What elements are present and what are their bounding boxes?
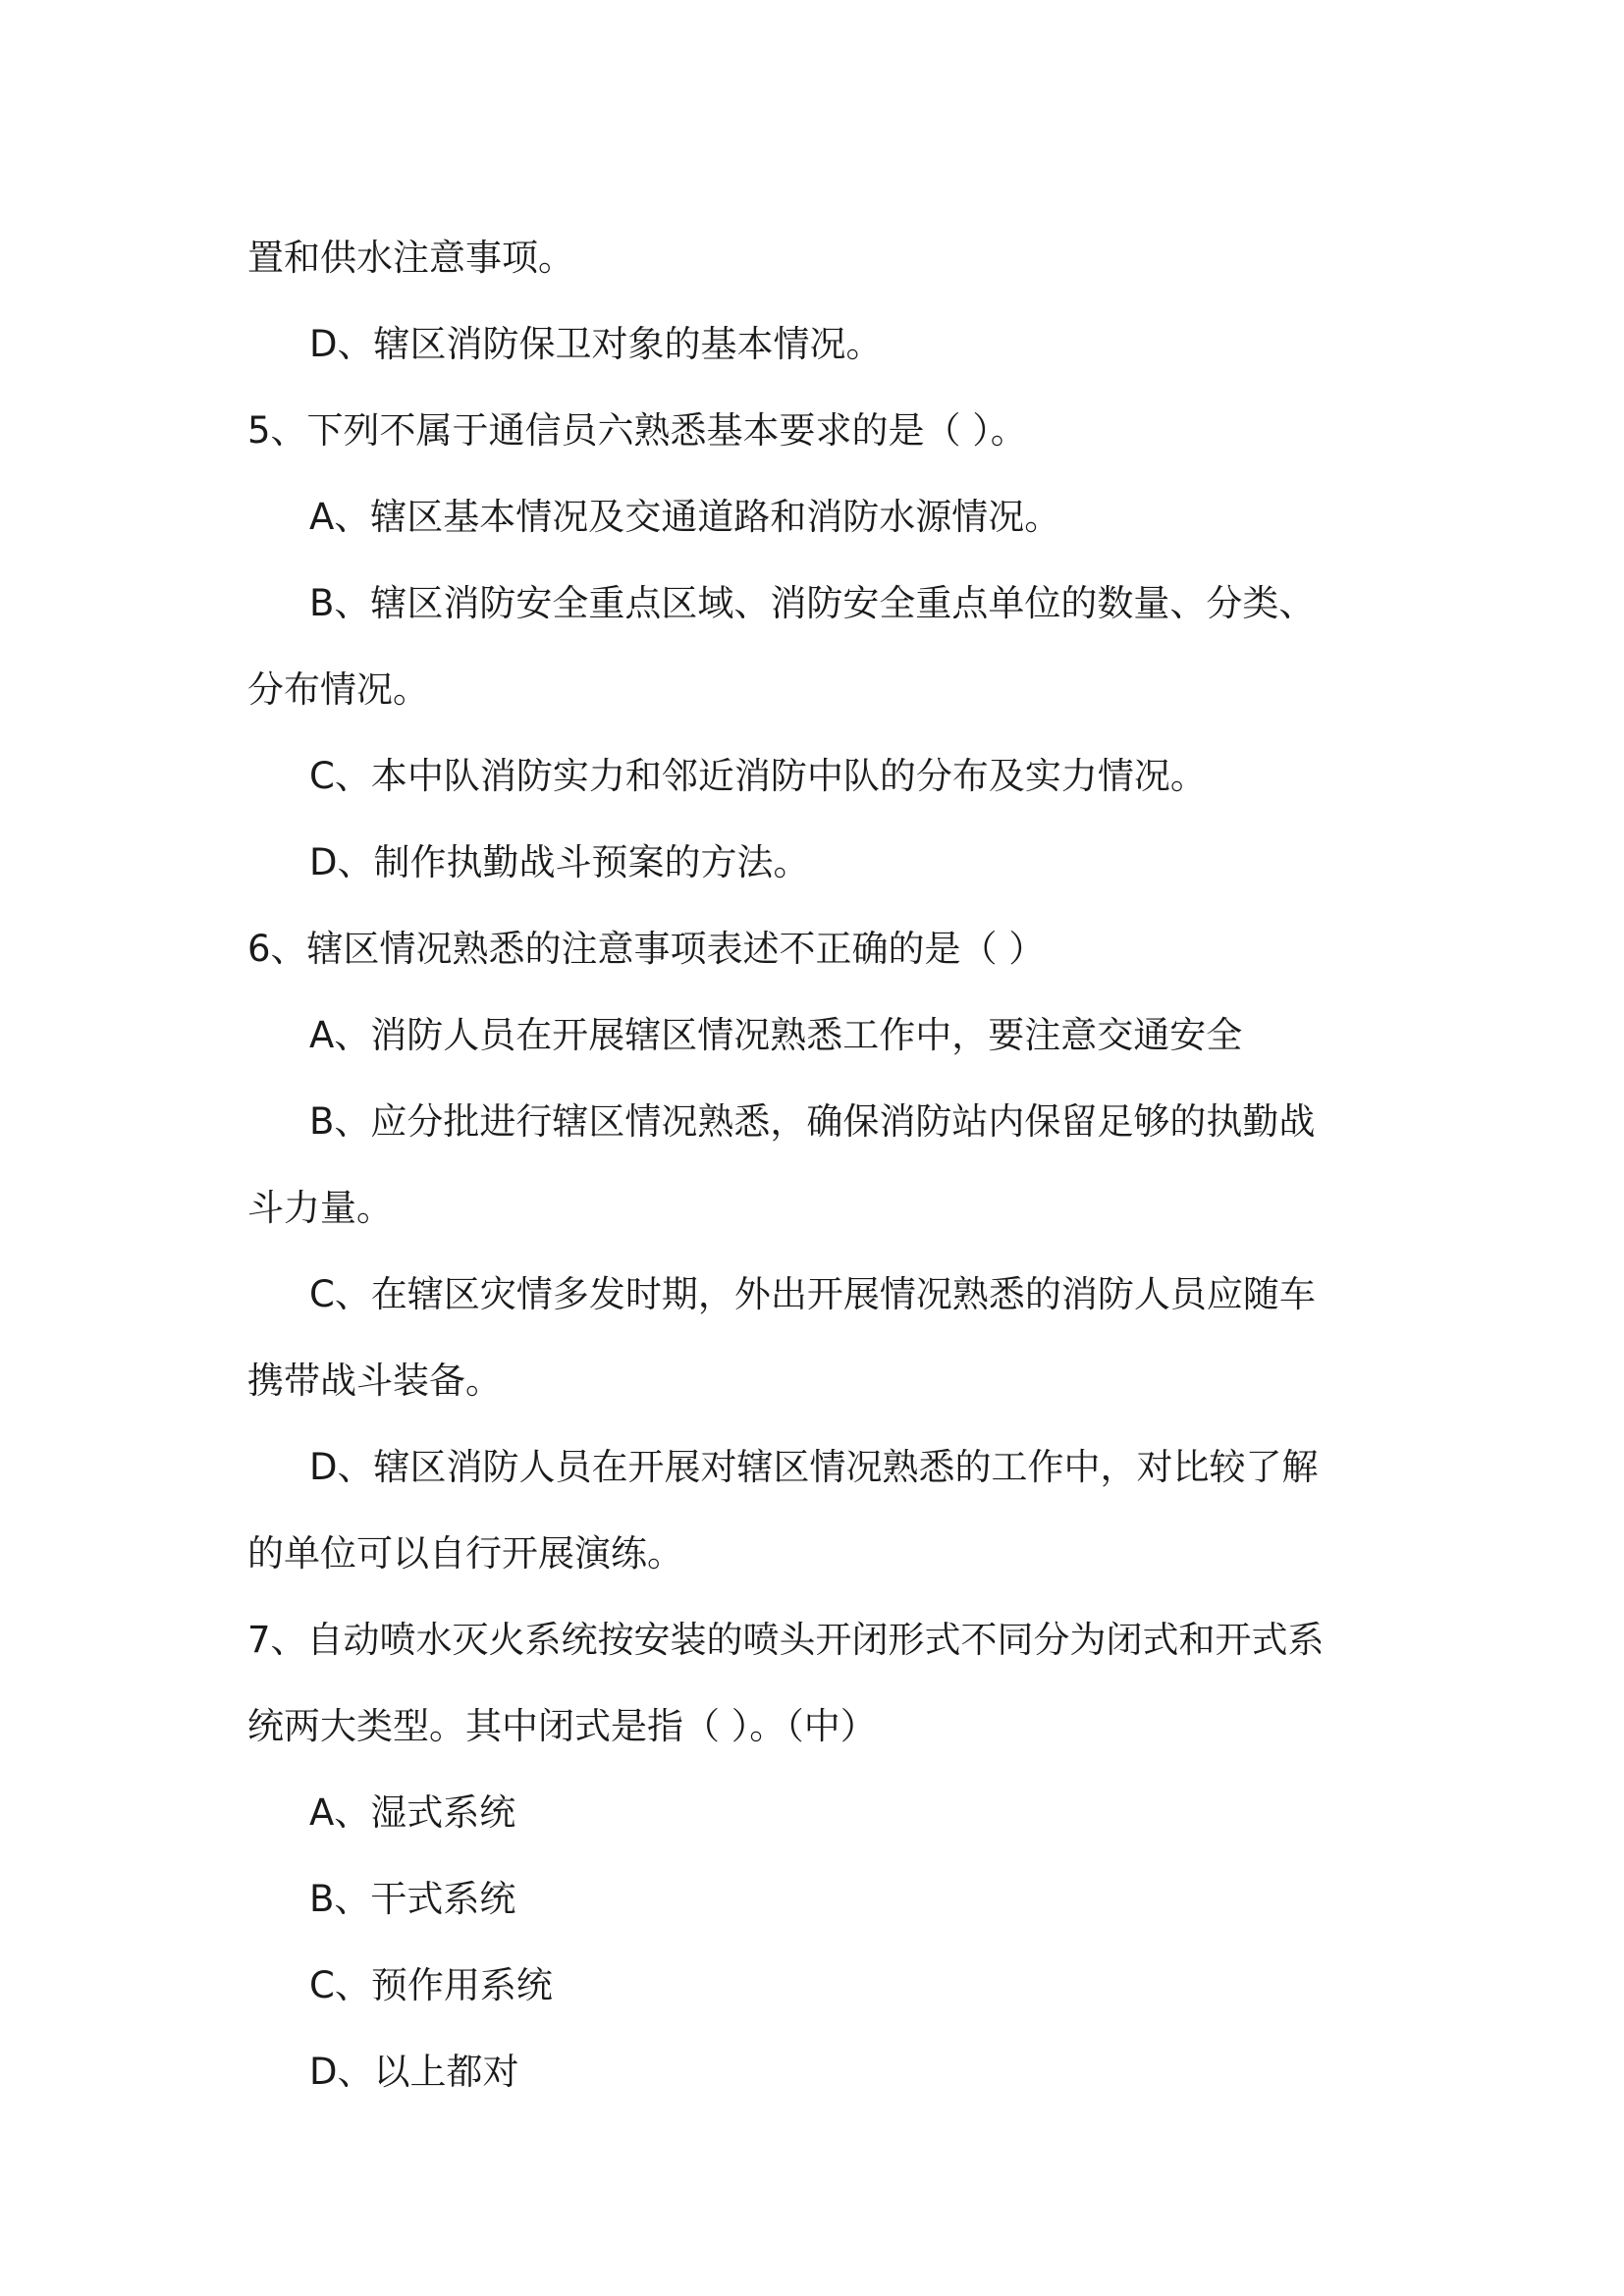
text-line: 的单位可以自行开展演练。: [247, 1532, 683, 1575]
option-b-line: B、干式系统: [309, 1878, 516, 1920]
option-d-line: D、制作执勤战斗预案的方法。: [309, 841, 810, 883]
option-c-line: C、预作用系统: [309, 1964, 553, 2006]
option-b-line: B、应分批进行辖区情况熟悉，确保消防站内保留足够的执勤战: [309, 1100, 1316, 1143]
text-line: 携带战斗装备。: [247, 1360, 502, 1402]
option-d-line: D、辖区消防人员在开展对辖区情况熟悉的工作中，对比较了解: [309, 1446, 1319, 1488]
question-6-line: 6、辖区情况熟悉的注意事项表述不正确的是（ ）: [247, 928, 1046, 970]
option-d-line: D、以上都对: [309, 2051, 519, 2093]
text-line: 统两大类型。其中闭式是指（ ）。（中）: [247, 1705, 877, 1747]
option-a-line: A、辖区基本情况及交通道路和消防水源情况。: [309, 496, 1061, 538]
text-line: 分布情况。: [247, 668, 429, 711]
text-line: 置和供水注意事项。: [247, 237, 574, 279]
option-c-line: C、在辖区灾情多发时期，外出开展情况熟悉的消防人员应随车: [309, 1273, 1316, 1315]
option-d-line: D、辖区消防保卫对象的基本情况。: [309, 323, 883, 365]
text-line: 斗力量。: [247, 1187, 393, 1229]
question-7-line: 7、自动喷水灭火系统按安装的喷头开闭形式不同分为闭式和开式系: [247, 1619, 1325, 1661]
option-b-line: B、辖区消防安全重点区域、消防安全重点单位的数量、分类、: [309, 582, 1316, 624]
question-5-line: 5、下列不属于通信员六熟悉基本要求的是（ ）。: [247, 409, 1027, 452]
option-a-line: A、消防人员在开展辖区情况熟悉工作中，要注意交通安全: [309, 1014, 1243, 1056]
option-a-line: A、湿式系统: [309, 1791, 516, 1834]
option-c-line: C、本中队消防实力和邻近消防中队的分布及实力情况。: [309, 755, 1207, 797]
